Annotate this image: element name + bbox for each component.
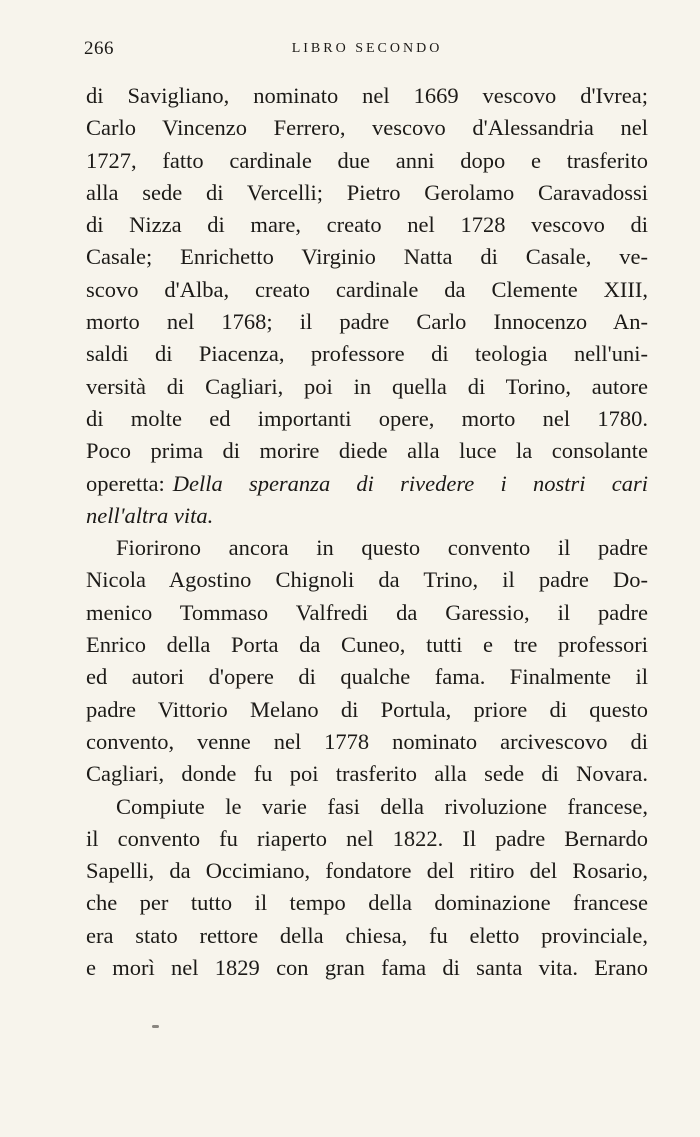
page-header xyxy=(84,38,650,64)
text-line xyxy=(86,468,648,500)
body-text xyxy=(86,80,648,984)
text-line: scovo d'Alba, creato cardinale da Clemente XIII, xyxy=(86,276,648,302)
text-line: era stato rettore della chiesa, fu eletto provinciale, xyxy=(86,922,648,948)
text-line: versità di Cagliari, poi in quella di Torino, autore xyxy=(86,373,648,399)
text-line: di Nizza di mare, creato nel 1728 vescovo di xyxy=(86,212,648,238)
text-line: saldi di Piacenza, professore di teologia nell'uni- xyxy=(86,341,648,367)
page-number: 266 xyxy=(84,38,114,59)
text-line: il convento fu riaperto nel 1822. Il padre Bernardo xyxy=(86,825,648,851)
text-line: che per tutto il tempo della dominazione francese xyxy=(86,890,648,916)
text-line: di Savigliano, nominato nel 1669 vescovo d'Ivrea; xyxy=(86,83,648,108)
text-line: Poco prima di morire diede alla luce la consolante xyxy=(86,438,648,464)
text-line: Nicola Agostino Chignoli da Trino, il padre Do- xyxy=(86,567,648,593)
book-title-continued: nell'altra vita. xyxy=(86,502,214,528)
ink-speck xyxy=(152,1025,159,1028)
text-line: Casale; Enrichetto Virginio Natta di Casale, ve- xyxy=(86,244,648,270)
text-line: di molte ed importanti opere, morto nel 1780. xyxy=(86,405,648,431)
text-line: morto nel 1768; il padre Carlo Innocenzo An- xyxy=(86,309,648,335)
paragraph-start: Compiute le varie fasi della rivoluzione francese, xyxy=(116,793,648,819)
text-line: Enrico della Porta da Cuneo, tutti e tre professori xyxy=(86,632,648,658)
text-line: Carlo Vincenzo Ferrero, vescovo d'Alessandria nel xyxy=(86,115,648,141)
text-line: Sapelli, da Occimiano, fondatore del ritiro del Rosario, xyxy=(86,858,648,884)
text-line: padre Vittorio Melano di Portula, priore di questo xyxy=(86,696,648,722)
book-title: Della speranza di rivedere i nostri cari xyxy=(172,470,648,496)
running-head: LIBRO SECONDO xyxy=(291,41,443,56)
text-line: alla sede di Vercelli; Pietro Gerolamo Caravadossi xyxy=(86,179,648,205)
text-line: e morì nel 1829 con gran fama di santa vita. Erano xyxy=(86,955,648,981)
text-line: Cagliari, donde fu poi trasferito alla sede di Novara. xyxy=(86,761,648,787)
text-line: menico Tommaso Valfredi da Garessio, il padre xyxy=(86,599,648,625)
text-span: operetta: xyxy=(86,470,165,496)
paragraph-start: Fiorirono ancora in questo convento il padre xyxy=(116,535,648,561)
text-line: convento, venne nel 1778 nominato arcivescovo di xyxy=(86,728,648,754)
text-line: ed autori d'opere di qualche fama. Finalmente il xyxy=(86,664,648,690)
text-line: 1727, fatto cardinale due anni dopo e trasferito xyxy=(86,147,648,173)
